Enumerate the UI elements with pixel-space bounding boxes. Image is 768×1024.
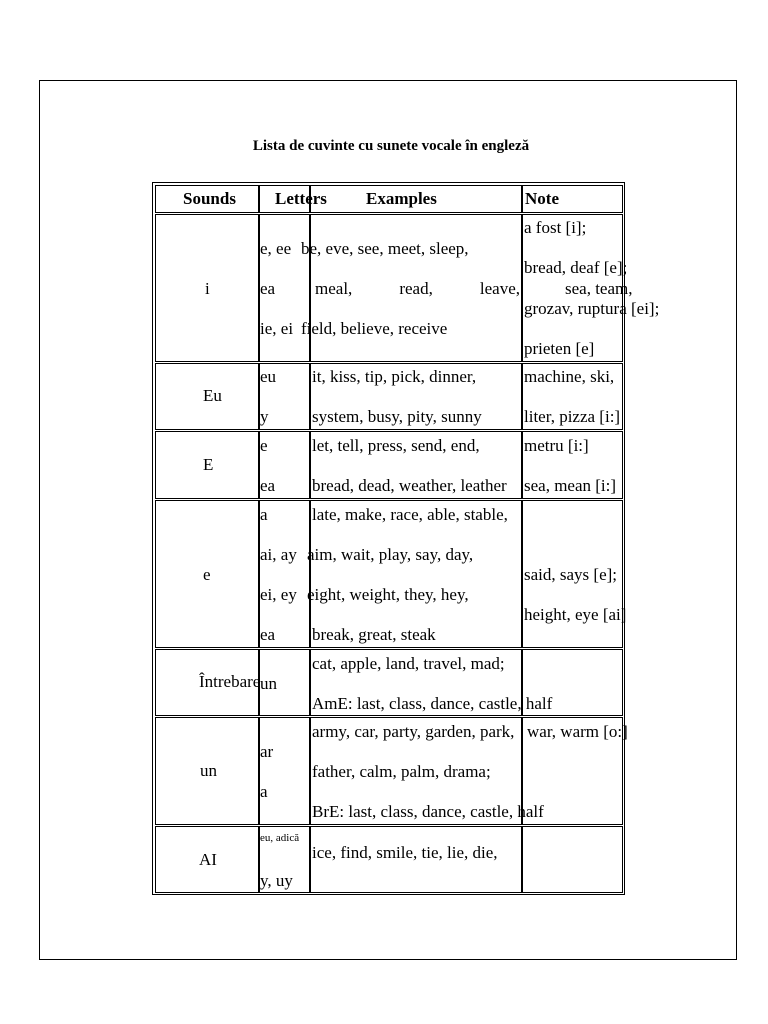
letters-line: eu <box>260 367 277 386</box>
letters-line: e, ee <box>260 239 292 258</box>
vowel-table <box>152 182 660 895</box>
examples-line: eight, weight, they, hey, <box>307 585 469 604</box>
note-line: metru [i:] <box>524 436 589 455</box>
examples-line: it, kiss, tip, pick, dinner, <box>312 367 477 386</box>
header-sounds-cell <box>155 185 259 213</box>
header-note: Note <box>525 189 559 208</box>
sound-label: Eu <box>203 386 222 405</box>
note-line: sea, team, <box>565 279 633 298</box>
letters-cell <box>259 717 310 825</box>
letters-line: a <box>260 782 268 801</box>
header-letters-cell <box>259 185 327 213</box>
letters-line: un <box>260 674 277 693</box>
examples-line: be, eve, see, meet, sleep, <box>301 239 469 258</box>
letters-line: ea <box>260 476 276 495</box>
note-line: war, warm [o:] <box>527 722 628 741</box>
justified-word: leave, <box>479 279 520 298</box>
letters-line: ai, ay <box>260 545 297 564</box>
letters-line: y <box>260 407 269 426</box>
sound-cell <box>155 649 259 716</box>
sound-cell <box>155 826 259 893</box>
document-title: Lista de cuvinte cu sunete vocale în engleză <box>252 138 530 154</box>
note-line: sea, mean [i:] <box>524 476 617 495</box>
examples-line: let, tell, press, send, end, <box>312 436 480 455</box>
letters-line: y, uy <box>260 871 293 890</box>
sound-cell <box>155 717 259 825</box>
sound-label: i <box>205 279 210 298</box>
letters-line: ea <box>260 279 276 298</box>
letters-line: ea <box>260 625 276 644</box>
sound-label: E <box>203 455 214 474</box>
examples-line: cat, apple, land, travel, mad; <box>312 654 505 673</box>
letters-line: ei, ey <box>260 585 297 604</box>
examples-line: BrE: last, class, dance, castle, half <box>312 802 544 821</box>
letters-line: a <box>260 505 268 524</box>
sound-label: Întrebare <box>199 672 261 691</box>
examples-line: army, car, party, garden, park, <box>312 722 515 741</box>
examples-line: field, believe, receive <box>301 319 448 338</box>
note-line: a fost [i]; <box>524 218 587 237</box>
justified-word: read, <box>399 279 433 298</box>
letters-line: e <box>260 436 268 455</box>
examples-line: ice, find, smile, tie, lie, die, <box>312 843 498 862</box>
examples-line: late, make, race, able, stable, <box>312 505 508 524</box>
header-examples: Examples <box>366 189 437 208</box>
sound-cell <box>155 214 259 362</box>
examples-line-justified <box>315 279 520 299</box>
letters-line: eu, adică <box>260 832 300 844</box>
header-examples-cell <box>310 185 522 213</box>
sound-label: AI <box>199 850 217 869</box>
examples-line: system, busy, pity, sunny <box>312 407 482 426</box>
note-line: liter, pizza [i:] <box>524 407 621 426</box>
examples-line: AmE: last, class, dance, castle, half <box>312 694 553 713</box>
note-line: prieten [e] <box>524 339 595 358</box>
examples-line: father, calm, palm, drama; <box>312 762 491 781</box>
sound-label: e <box>203 565 211 584</box>
note-line: bread, deaf [e]; <box>524 258 628 277</box>
examples-line: break, great, steak <box>312 625 436 644</box>
justified-word: meal, <box>315 279 353 298</box>
examples-line <box>315 279 520 299</box>
header-letters: Letters <box>275 189 327 208</box>
header-sounds: Sounds <box>183 189 236 208</box>
sound-label: un <box>200 761 217 780</box>
examples-line: bread, dead, weather, leather <box>312 476 507 495</box>
sound-cell <box>155 431 259 499</box>
sound-cell <box>155 363 259 430</box>
letters-line: ar <box>260 742 274 761</box>
note-line: machine, ski, <box>524 367 615 386</box>
note-line: height, eye [ai] <box>524 605 627 624</box>
sound-cell <box>155 500 259 648</box>
note-cell <box>522 826 623 893</box>
header-note-cell <box>522 185 623 213</box>
letters-line: ie, ei <box>260 319 294 338</box>
note-line: grozav, ruptura [ei]; <box>524 299 660 318</box>
examples-line: aim, wait, play, say, day, <box>307 545 474 564</box>
note-line: said, says [e]; <box>524 565 618 584</box>
